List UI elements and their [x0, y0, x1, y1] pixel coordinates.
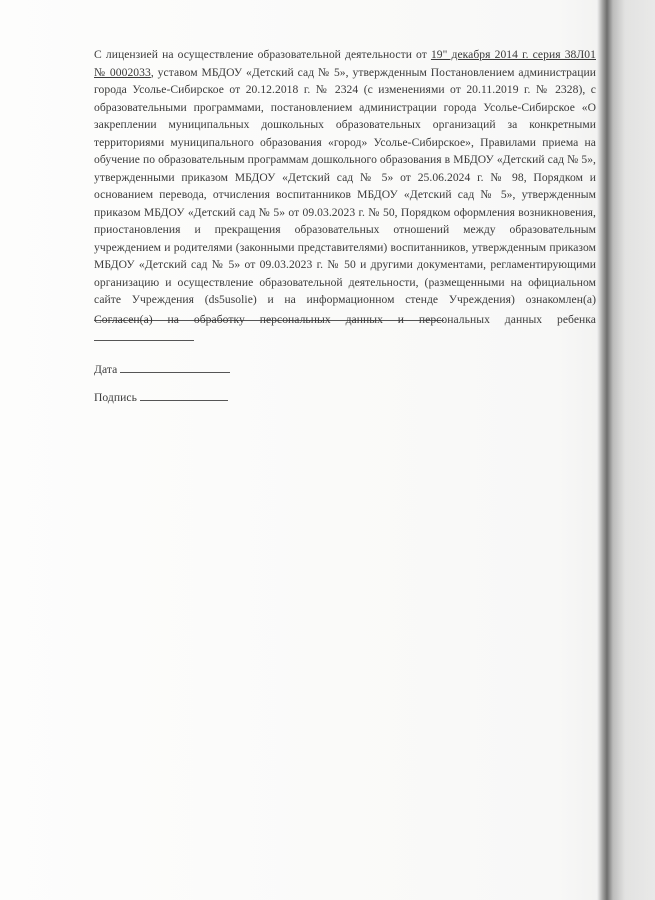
consent-signature-blank[interactable] [94, 330, 194, 341]
consent-text: Согласен(а) на обработку персональных данных и персональных данных ребенка [94, 313, 596, 326]
date-label: Дата [94, 363, 118, 376]
date-blank[interactable] [120, 362, 230, 373]
consent-paragraph [94, 311, 596, 346]
date-field [94, 361, 596, 379]
signature-field [94, 389, 596, 407]
scan-edge-shadow [597, 0, 655, 900]
paragraph-body: , уставом МБДОУ «Детский сад № 5», утвержденным Постановлением администрации города Усолье-Сибирское от 20.12.2018 г. № 2324 (с изменениями от 20.11.2019 г. № 2328), с образовательными программами, постановлением администрации города Усолье-Сибирское «О закреплении муниципальных дошкольных образовательных организаций за конкретными территориями муниципального образования «город» Усолье-Сибирское», Правилами приема на обучение по образовательным программам дошкольного образования в МБДОУ «Детский сад № 5», утвержденными приказом МБДОУ «Детский сад № 5» от 25.06.2024 г. № 98, Порядком и основанием перевода, отчисления воспитанников МБДОУ «Детский сад № 5», утвержденным приказом МБДОУ «Детский сад № 5» от 09.03.2023 г. № 50, Порядком оформления возникновения, приостановления и прекращения образовательных отношений между образовательным учреждением и родителями (законными представителями) воспитанников, утвержденным приказом МБДОУ «Детский сад № 5» от 09.03.2023 г. № 50 и другими документами, регламентирующими организацию и осуществление образовательной деятельности, (размещенными на официальном сайте Учреждения (ds5usolie) и на информационном стенде Учреждения) ознакомлен(а) [94, 65, 596, 306]
signature-blank[interactable] [140, 390, 228, 401]
paragraph-lead: С лицензией на осуществление образовательной деятельности от [94, 48, 431, 61]
signature-label: Подпись [94, 391, 137, 404]
acknowledgement-paragraph [94, 46, 596, 326]
license-reference: 19" декабря 2014 г. серия 38Л01 № 0002033 [94, 48, 596, 79]
